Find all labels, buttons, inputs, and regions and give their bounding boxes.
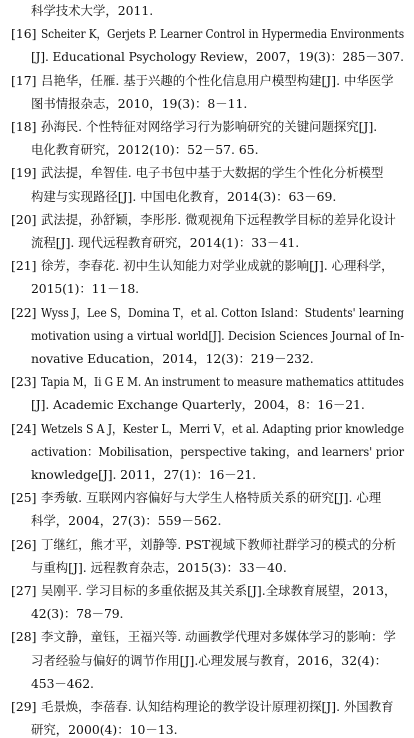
reference-text-line: Tapia M，Ii G E M. An instrument to measure mathematics attitudes — [41, 374, 404, 390]
reference-number: [17] — [11, 72, 37, 88]
reference-text-line: 与重构[J]. 远程教育杂志，2015(3)：33－40. — [31, 559, 287, 575]
reference-text-line: Scheiter K，Gerjets P. Learner Control in Hypermedia Environments — [41, 26, 405, 42]
reference-text-line: 构建与实现路径[J]. 中国电化教育，2014(3)：63－69. — [31, 188, 337, 204]
reference-number: [29] — [11, 699, 37, 714]
reference-text-line: 吴刚平. 学习目标的多重依据及其关系[J].全球教育展望，2013， — [41, 583, 397, 598]
reference-text-line: 徐芳，李春花. 初中生认知能力对学业成就的影响[J]. 心理科学， — [41, 258, 394, 274]
reference-number: [21] — [11, 258, 37, 274]
reference-number: [28] — [11, 629, 37, 645]
reference-text-line: 武法提，孙舒颖，李彤彤. 微观视角下远程教学目标的差异化设计 — [41, 211, 396, 227]
reference-text-line: knowledge[J]. 2011，27(1)：16－21. — [31, 467, 256, 482]
reference-text-line: Wetzels S A J，Kester L，Merri V，et al. Adapting prior knowledge — [41, 420, 404, 436]
reference-text-line: 图书情报杂志，2010，19(3)：8－11. — [31, 95, 248, 111]
reference-text-line: 42(3)：78－79. — [31, 606, 124, 622]
reference-number: [26] — [11, 536, 37, 552]
reference-number: [20] — [11, 211, 37, 227]
reference-text-line: [J]. Academic Exchange Quarterly，2004，8：16－21. — [31, 397, 365, 413]
reference-text-line: 科学，2004，27(3)：559－562. — [31, 513, 222, 529]
reference-text-line: 毛景焕，李蓓春. 认知结构理论的教学设计原理初探[J]. 外国教育 — [41, 699, 394, 714]
reference-number: [16] — [11, 26, 37, 42]
reference-number: [27] — [11, 583, 37, 598]
reference-text-line: activation：Mobilisation，perspective taking，and learners' prior — [31, 443, 404, 459]
reference-text-line: 研究，2000(4)：10－13. — [31, 722, 178, 738]
reference-number: [23] — [11, 374, 37, 390]
reference-text-line: 习者经验与偏好的调节作用[J].心理发展与教育，2016，32(4)： — [31, 652, 388, 668]
reference-number: [18] — [11, 119, 37, 134]
reference-number: [24] — [11, 420, 37, 436]
reference-text-line: 李秀敏. 互联网内容偏好与大学生人格特质关系的研究[J]. 心理 — [41, 490, 382, 506]
reference-text-line: Wyss J，Lee S，Domina T，et al. Cotton Island：Students' learning — [41, 304, 404, 320]
reference-text-line: 李文静，童钰，王福兴等. 动画教学代理对多媒体学习的影响：学 — [41, 629, 396, 645]
reference-text-line: 科学技术大学，2011. — [31, 3, 154, 18]
reference-number: [22] — [11, 304, 37, 320]
reference-text-line: 2015(1)：11－18. — [31, 281, 139, 297]
reference-text-line: [J]. Educational Psychology Review，2007，19(3)：285－307. — [31, 49, 404, 65]
reference-text-line: 电化教育研究，2012(10)：52－57. 65. — [31, 142, 259, 158]
reference-text-line: 流程[J]. 现代远程教育研究，2014(1)：33－41. — [31, 235, 300, 250]
reference-text-line: 武法提，牟智佳. 电子书包中基于大数据的学生个性化分析模型 — [41, 165, 384, 181]
reference-number: [25] — [11, 490, 37, 506]
reference-text-line: novative Education，2014，12(3)：219－232. — [31, 351, 314, 366]
reference-number: [19] — [11, 165, 37, 181]
reference-text-line: motivation using a virtual world[J]. Decision Sciences Journal of In- — [31, 327, 405, 343]
reference-text-line: 孙海民. 个性特征对网络学习行为影响研究的关键问题探究[J]. — [41, 119, 378, 134]
reference-text-line: 丁继红，熊才平，刘静等. PST视域下教师社群学习的模式的分析 — [41, 536, 397, 552]
reference-text-line: 453－462. — [31, 675, 94, 691]
reference-text-line: 吕艳华，任雁. 基于兴趣的个性化信息用户模型构建[J]. 中华医学 — [41, 72, 394, 88]
